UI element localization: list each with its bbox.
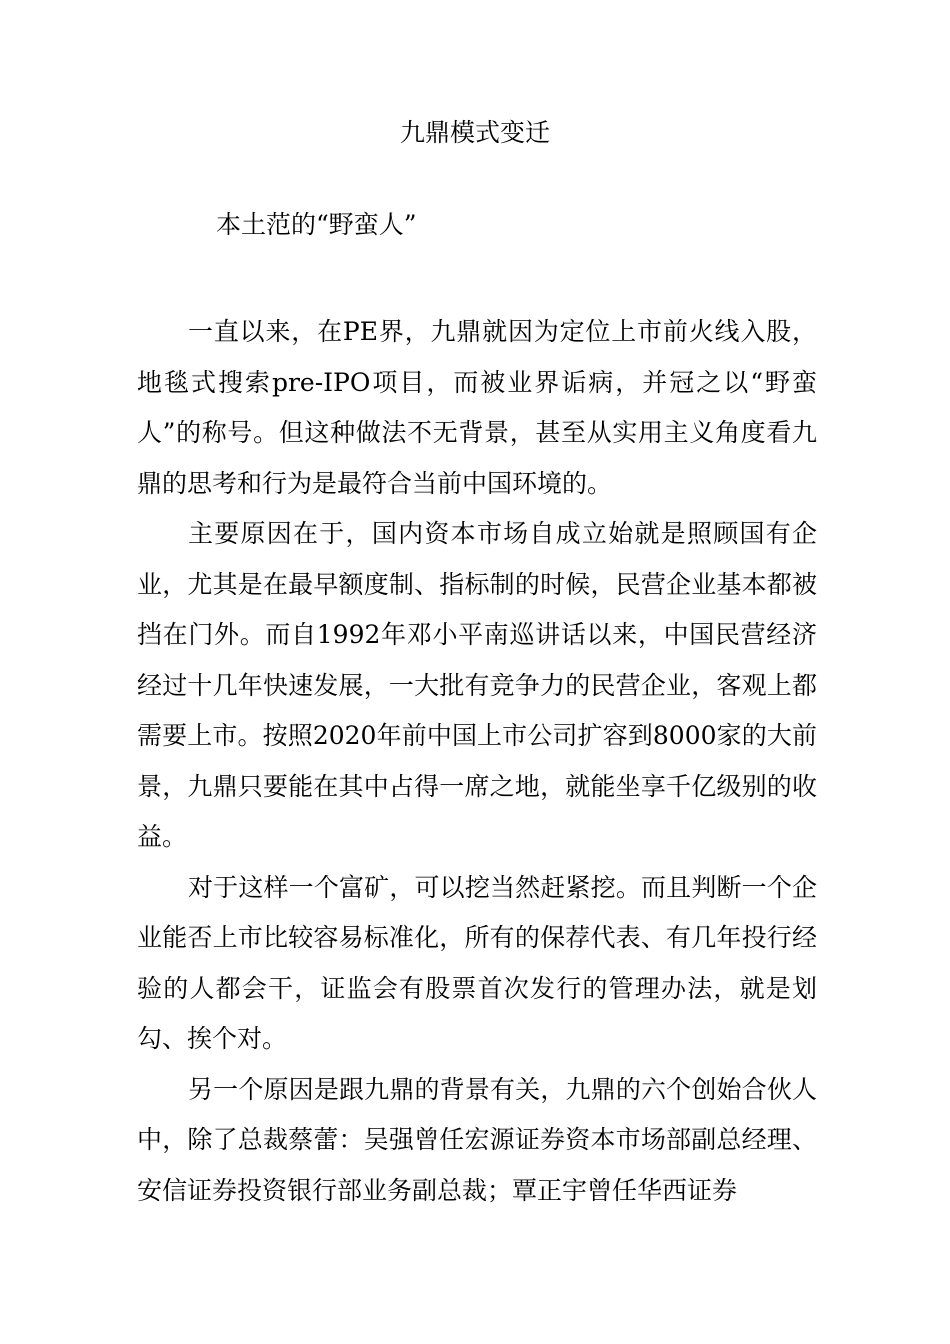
paragraph: 主要原因在于，国内资本市场自成立始就是照顾国有企业，尤其是在最早额度制、指标制的时候，民营企业基本都被挡在门外。而自1992年邓小平南巡讲话以来，中国民营经济经过十几年快速发展，一大批有竞争力的民营企业，客观上都需要上市。按照2020年前中国上市公司扩容到8000家的大前景，九鼎只要能在其中占得一席之地，就能坐享千亿级别的收益。 — [137, 519, 817, 851]
body-text — [137, 307, 817, 1216]
section-heading: 本土范的“野蛮人” — [216, 210, 417, 239]
paragraph: 对于这样一个富矿，可以挖当然赶紧挖。而且判断一个企业能否上市比较容易标准化，所有的保荐代表、有几年投行经验的人都会干，证监会有股票首次发行的管理办法，就是划勾、挨个对。 — [137, 872, 817, 1053]
document-title: 九鼎模式变迁 — [399, 118, 550, 147]
paragraph: 另一个原因是跟九鼎的背景有关，九鼎的六个创始合伙人中，除了总裁蔡蕾：吴强曾任宏源证券资本市场部副总经理、安信证券投资银行部业务副总裁；覃正宇曾任华西证券 — [137, 1074, 817, 1205]
paragraph: 一直以来，在PE界，九鼎就因为定位上市前火线入股，地毯式搜索pre-IPO项目，而被业界诟病，并冠之以“野蛮人”的称号。但这种做法不无背景，甚至从实用主义角度看九鼎的思考和行为是最符合当前中国环境的。 — [137, 317, 817, 498]
